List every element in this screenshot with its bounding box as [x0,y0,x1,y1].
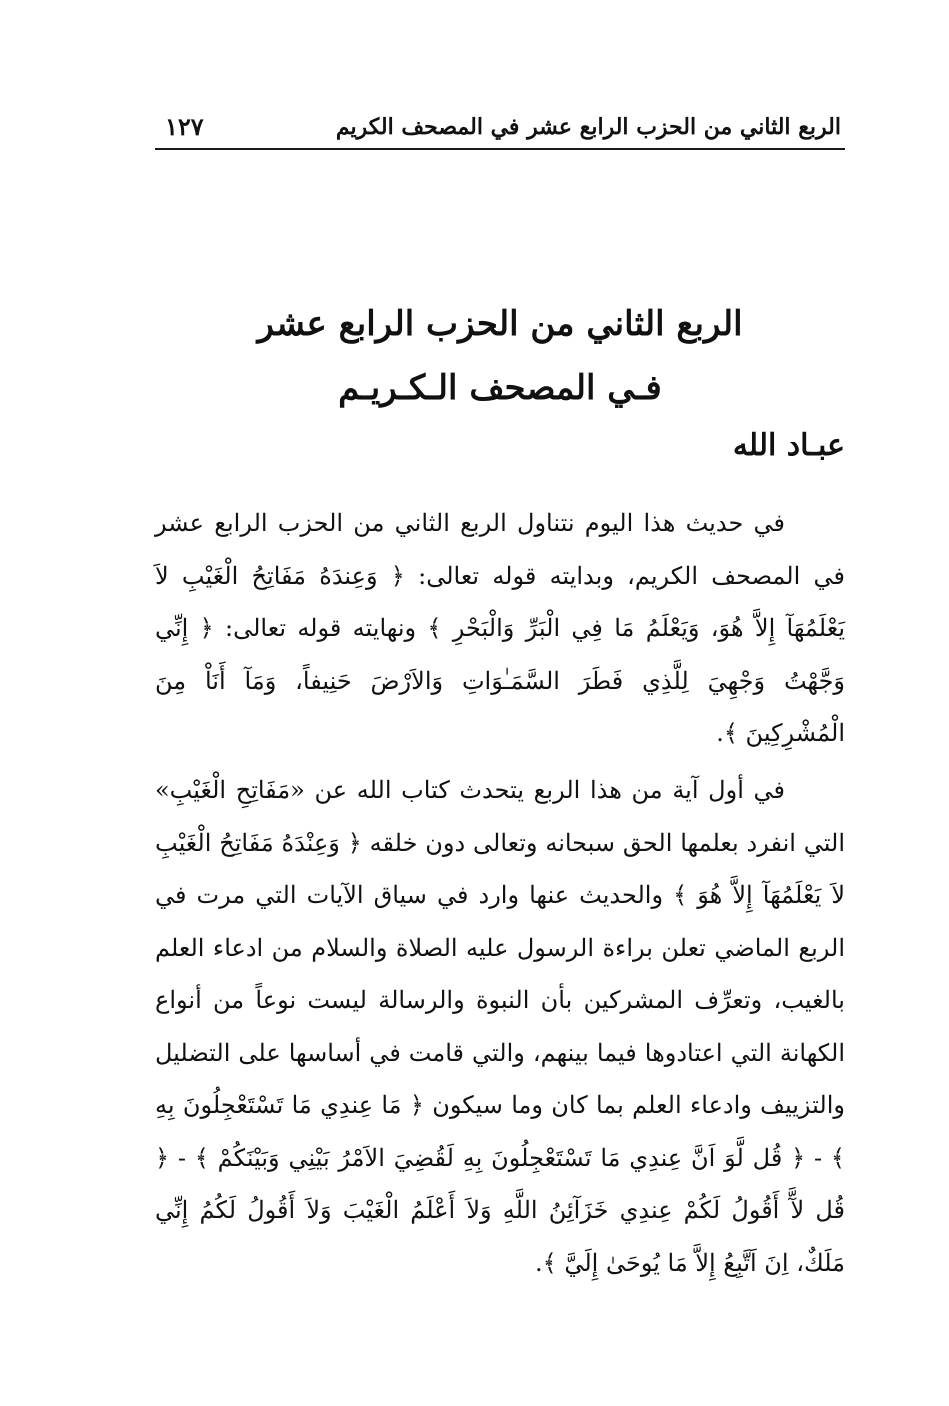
section-heading: عبـاد الله [732,428,845,463]
running-header [155,108,845,150]
chapter-title [155,292,845,420]
body-paragraph [155,764,845,1289]
paragraph-1-text: في حديث هذا اليوم نتناول الربع الثاني من الحزب الرابع عشر في المصحف الكريم، وبدايته قوله تعالى: ﴿ وَعِندَهُ مَفَاتِحُ الْغَيْبِ لاَ يَعْلَمُهَآ إِلاَّ هُوَ، وَيَعْلَمُ مَا فِي الْبَرِّ وَالْبَحْرِ ﴾ ونهايته قوله تعالى: ﴿ إِنِّي وَجَّهْتُ وَجْهِيَ لِلَّذِي فَطَرَ السَّمَـٰوَاتِ وَالاَرْضَ حَنِيفاً، وَمَآ أَنَاْ مِنَ الْمُشْرِكِينَ ﴾. [155,509,845,747]
running-title: الربع الثاني من الحزب الرابع عشر في المصحف الكريم [335,114,841,140]
page-number: ١٢٧ [165,112,204,141]
chapter-title-line-1: الربع الثاني من الحزب الرابع عشر [257,304,743,344]
body-paragraph [155,497,845,760]
chapter-title-line-2: فـي المصحف الـكـريـم [338,368,662,408]
paragraph-2-text: في أول آية من هذا الربع يتحدث كتاب الله عن «مَفَاتِحِ الْغَيْبِ» التي انفرد بعلمها الحق سبحانه وتعالى دون خلقه ﴿ وَعِنْدَهُ مَفَاتِحُ الْغَيْبِ لاَ يَعْلَمُهَآ إِلاَّ هُوَ ﴾ والحديث عنها وارد في سياق الآيات التي مرت في الربع الماضي تعلن براءة الرسول عليه الصلاة والسلام من ادعاء العلم بالغيب، وتعرِّف المشركين بأن النبوة والرسالة ليست نوعاً من أنواع الكهانة التي اعتادوها فيما بينهم، والتي قامت في أساسها على التضليل والتزييف وادعاء العلم بما كان وما سيكون ﴿ مَا عِندِي مَا تَسْتَعْجِلُونَ بِهِ ﴾ - ﴿ قُل لَّوَ اَنَّ عِندِي مَا تَسْتَعْجِلُونَ بِهِ لَقُضِيَ الاَمْرُ بَيْنِي وَبَيْنَكُمْ ﴾ - ﴿ قُل لآَّ أَقُولُ لَكُمْ عِندِي خَزَآئِنُ اللَّهِ وَلاَ أَعْلَمُ الْغَيْبَ وَلاَ أَقُولُ لَكُمُ إِنِّي مَلَكٌ، اِنَ اَتَّبِعُ إِلاَّ مَا يُوحَىٰ إِلَيَّ ﴾. [155,776,845,1277]
